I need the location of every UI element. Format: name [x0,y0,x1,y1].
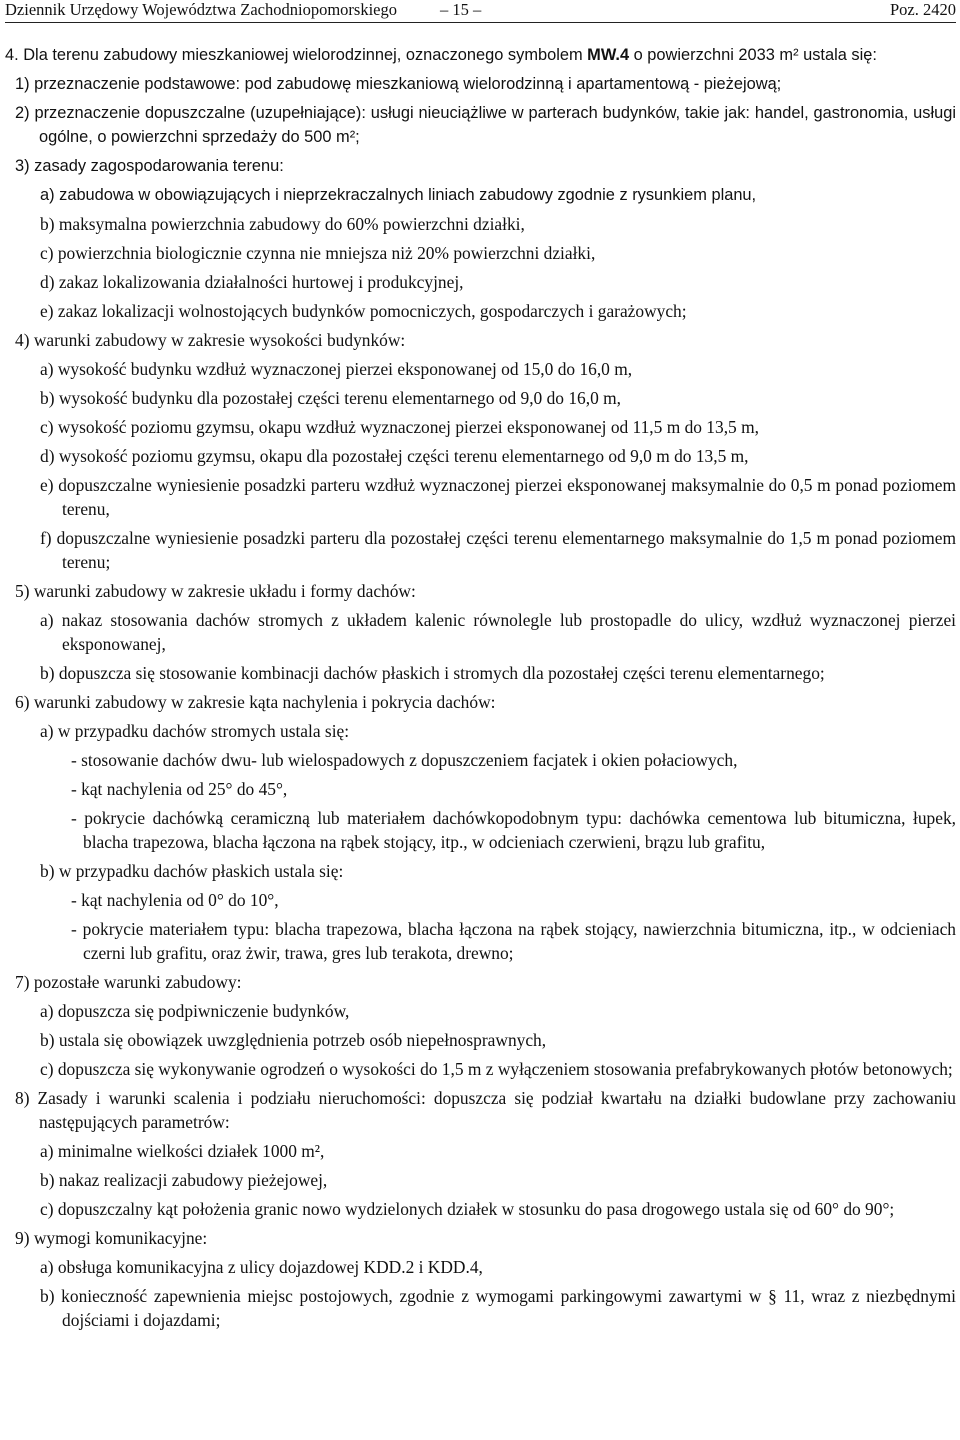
item-3d: d) zakaz lokalizowania działalności hurtowej i produkcyjnej, [40,272,464,292]
item-7b: b) ustala się obowiązek uwzględnienia potrzeb osób niepełnosprawnych, [40,1030,547,1050]
item-4d: d) wysokość poziomu gzymsu, okapu dla pozostałej części terenu elementarnego od 9,0 m do 13,5 m, [40,446,749,466]
item-3c: c) powierzchnia biologicznie czynna nie mniejsza niż 20% powierzchni działki, [40,243,596,263]
item-6b-dash-2: - pokrycie materiałem typu: blacha trapezowa, blacha łączona na rąbek stojący, nawierzchnia bitumiczna, itp., w odcieniach czerni lub grafitu, oraz żwir, trawa, gres lub terakota, drewno; [71,919,956,963]
item-7a: a) dopuszcza się podpiwniczenie budynków, [40,1001,350,1021]
item-5b: b) dopuszcza się stosowanie kombinacji dachów płaskich i stromych dla pozostałej części terenu elementarnego; [40,663,825,683]
item-6a-dash-2: - kąt nachylenia od 25° do 45°, [71,779,288,799]
page-number: – 15 – [440,0,482,19]
item-4f: f) dopuszczalne wyniesienie posadzki parteru dla pozostałej części terenu elementarnego maksymalnie do 1,5 m ponad poziomem terenu; [40,528,956,572]
item-7c: c) dopuszcza się wykonywanie ogrodzeń o wysokości do 1,5 m z wyłączeniem stosowania prefabrykowanych płotów betonowych; [40,1059,953,1079]
item-4a: a) wysokość budynku wzdłuż wyznaczonej pierzei eksponowanej od 15,0 do 16,0 m, [40,359,633,379]
item-8b: b) nakaz realizacji zabudowy pieżejowej, [40,1170,328,1190]
item-9a: a) obsługa komunikacyjna z ulicy dojazdowej KDD.2 i KDD.4, [40,1257,483,1277]
item-3b: b) maksymalna powierzchnia zabudowy do 60% powierzchni działki, [40,214,525,234]
item-4b: b) wysokość budynku dla pozostałej części terenu elementarnego od 9,0 do 16,0 m, [40,388,621,408]
item-6b: b) w przypadku dachów płaskich ustala się: [40,861,344,881]
position-number: Poz. 2420 [890,0,956,19]
item-3a: a) zabudowa w obowiązujących i nieprzekraczalnych liniach zabudowy zgodnie z rysunkiem planu, [40,186,757,204]
zone-symbol: MW. [587,46,620,64]
item-7: 7) pozostałe warunki zabudowy: [15,972,242,992]
item-4: 4) warunki zabudowy w zakresie wysokości budynków: [15,330,406,350]
section-intro [5,43,956,67]
item-5a: a) nakaz stosowania dachów stromych z układem kalenic równolegle lub prostopadle do ulicy, wzdłuż wyznaczonej pierzei eksponowanej, [40,610,956,654]
item-8: 8) Zasady i warunki scalenia i podziału nieruchomości: dopuszcza się podział kwartału na działki budowlane przy zachowaniu następujących parametrów: [15,1088,956,1132]
page-header [5,0,956,23]
document-body [5,23,956,1332]
item-1: 1) przeznaczenie podstawowe: pod zabudowę mieszkaniową wielorodzinną i apartamentową - pieżejową; [15,75,782,93]
item-4e: e) dopuszczalne wyniesienie posadzki parteru wzdłuż wyznaczonej pierzei eksponowanej maksymalnie do 0,5 m ponad poziomem terenu, [40,475,956,519]
item-3e: e) zakaz lokalizacji wolnostojących budynków pomocniczych, gospodarczych i garażowych; [40,301,687,321]
item-9: 9) wymogi komunikacyjne: [15,1228,208,1248]
item-8c: c) dopuszczalny kąt położenia granic nowo wydzielonych działek w stosunku do pasa drogowego ustala się od 60° do 90°; [40,1199,895,1219]
section-intro-area: o powierzchni 2033 m² ustala się: [629,46,877,64]
item-6b-dash-1: - kąt nachylenia od 0° do 10°, [71,890,279,910]
item-6a-dash-1: - stosowanie dachów dwu- lub wielospadowych z dopuszczeniem facjatek i okien połaciowych, [71,750,738,770]
item-5: 5) warunki zabudowy w zakresie układu i formy dachów: [15,581,416,601]
journal-title: Dziennik Urzędowy Województwa Zachodniopomorskiego [5,0,397,19]
section-intro-text: 4. Dla terenu zabudowy mieszkaniowej wielorodzinnej, oznaczonego symbolem [5,46,588,64]
item-9b: b) konieczność zapewnienia miejsc postojowych, zgodnie z wymogami parkingowymi zawartymi w § 11, wraz z niezbędnymi dojściami i dojazdami; [40,1286,956,1330]
item-3: 3) zasady zagospodarowania terenu: [15,157,284,175]
item-6a-dash-3: - pokrycie dachówką ceramiczną lub materiałem dachówkopodobnym typu: dachówka cementowa lub bitumiczna, łupek, blacha trapezowa, blacha łączona na rąbek stojący, itp., w odcieniach czerwieni, brązu lub grafitu, [71,808,956,852]
item-6a: a) w przypadku dachów stromych ustala się: [40,721,350,741]
item-6: 6) warunki zabudowy w zakresie kąta nachylenia i pokrycia dachów: [15,692,496,712]
item-2: 2) przeznaczenie dopuszczalne (uzupełniające): usługi nieuciążliwe w parterach budynków, takie jak: handel, gastronomia, usługi ogólne, o powierzchni sprzedaży do 500 m²; [15,104,956,146]
zone-symbol-number: 4 [619,46,630,64]
item-4c: c) wysokość poziomu gzymsu, okapu wzdłuż wyznaczonej pierzei eksponowanej od 11,5 m do 13,5 m, [40,417,759,437]
item-8a: a) minimalne wielkości działek 1000 m², [40,1141,325,1161]
